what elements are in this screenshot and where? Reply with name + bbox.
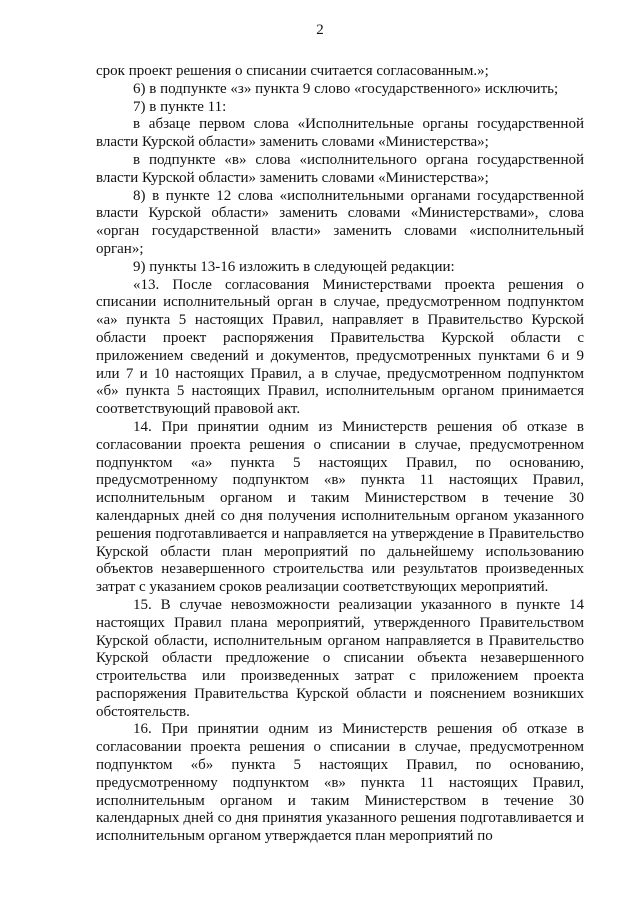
page-number: 2 <box>316 22 324 38</box>
paragraph-point-16: 16. При принятии одним из Министерств решения об отказе в согласовании проекта решения о списании в случае, предусмотренном подпунктом «б» пункта 5 настоящих Правил, по основанию, предусмотренному подпунктом «в» пункта 11 настоящих Правил, исполнительным органом и таким Министерством в течение 30 календарных дней со дня принятия указанного решения подготавливается и исполнительным органом утверждается план мероприятий по <box>96 721 584 845</box>
paragraph-item-6: 6) в подпункте «з» пункта 9 слово «государственного» исключить; <box>133 80 559 97</box>
paragraph-point-13: «13. После согласования Министерствами проекта решения о списании исполнительный орган в случае, предусмотренном подпунктом «а» пункта 5 настоящих Правил, направляет в Правительство Курской области проект распоряжения Правительства Курской области с приложением сведений и документов, предусмотренных пунктами 6 и 9 или 7 и 10 настоящих Правил, а в случае, предусмотренном подпунктом «б» пункта 5 настоящих Правил, исполнительным органом принимается соответствующий правовой акт. <box>96 276 584 418</box>
paragraph-point-15: 15. В случае невозможности реализации указанного в пункте 14 настоящих Правил плана мероприятий, утвержденного Правительством Курской области, исполнительным органом направляется в Правительство Курской области предложение о списании объекта незавершенного строительства или произведенных затрат с приложением проекта распоряжения Правительства Курской области и пояснением возникших обстоятельств. <box>96 596 584 720</box>
document-body <box>96 63 584 846</box>
paragraph-item-9: 9) пункты 13-16 изложить в следующей редакции: <box>133 258 455 275</box>
paragraph-continuation: срок проект решения о списании считается согласованным.»; <box>96 63 489 79</box>
paragraph-point-14: 14. При принятии одним из Министерств решения об отказе в согласовании проекта решения о списании в случае, предусмотренном подпунктом «а» пункта 5 настоящих Правил, по основанию, предусмотренному подпунктом «в» пункта 11 настоящих Правил, исполнительным органом и таким Министерством в течение 30 календарных дней со дня получения исполнительным органом указанного решения подготавливается и направляется на утверждение в Правительство Курской области план мероприятий по дальнейшему использованию объектов незавершенного строительства или результатов произведенных затрат с указанием сроков реализации соответствующих мероприятий. <box>96 418 584 596</box>
paragraph-item-7-first-abzac: в абзаце первом слова «Исполнительные органы государственной власти Курской области» заменить словами «Министерства»; <box>96 116 584 151</box>
paragraph-item-7: 7) в пункте 11: <box>133 98 227 115</box>
paragraph-item-7-subitem-v: в подпункте «в» слова «исполнительного органа государственной власти Курской области» заменить словами «Министерства»; <box>96 151 584 186</box>
paragraph-item-8: 8) в пункте 12 слова «исполнительными органами государственной власти Курской области» заменить словами «Министерствами», слова «орган государственной власти» заменить словами «исполнительный орган»; <box>96 187 584 257</box>
